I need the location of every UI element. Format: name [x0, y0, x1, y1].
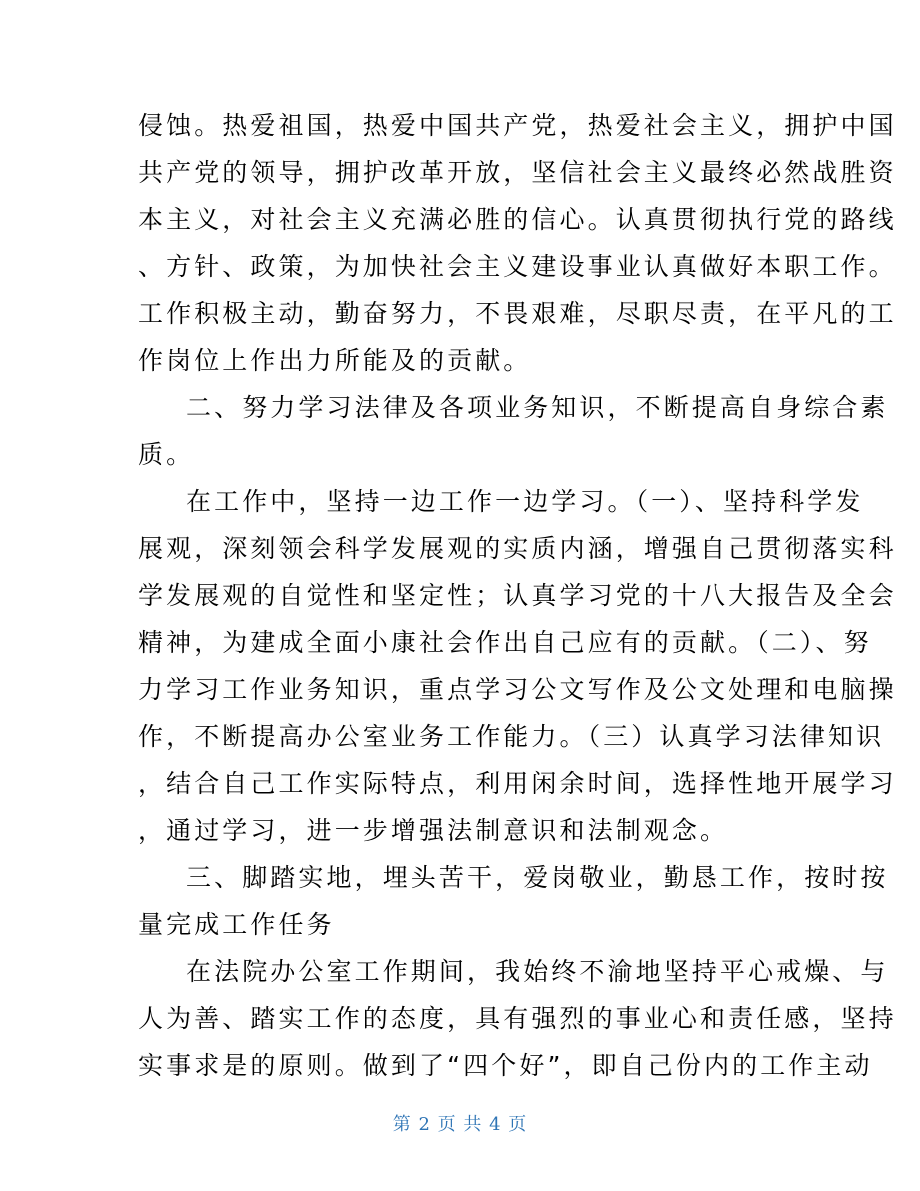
text-line-13: 力学习工作业务知识，重点学习公文写作及公文处理和电脑操	[138, 675, 897, 704]
text-line-11: 学发展观的自觉性和坚定性；认真学习党的十八大报告及全会	[138, 581, 897, 610]
text-line-21: 实事求是的原则。做到了“四个好”，即自己份内的工作主动	[138, 1051, 873, 1080]
text-line-16: ，通过学习，进一步增强法制意识和法制观念。	[138, 816, 729, 845]
text-line-15: ，结合自己工作实际特点，利用闲余时间，选择性地开展学习	[138, 769, 897, 798]
text-line-4: 、方针、政策，为加快社会主义建设事业认真做好本职工作。	[138, 252, 897, 281]
text-line-12: 精神，为建成全面小康社会作出自己应有的贡献。（二）、努	[138, 628, 872, 657]
text-line-5: 工作积极主动，勤奋努力，不畏艰难，尽职尽责，在平凡的工	[138, 299, 897, 328]
paragraph-start-court: 在法院办公室工作期间，我始终不渝地坚持平心戒燥、与	[186, 957, 889, 986]
text-line-20: 人为善、踏实工作的态度，具有强烈的事业心和责任感，坚持	[138, 1004, 897, 1033]
section-heading-2: 二、努力学习法律及各项业务知识，不断提高自身综合素	[186, 393, 889, 422]
text-line-3: 本主义，对社会主义充满必胜的信心。认真贯彻执行党的路线	[138, 205, 897, 234]
paragraph-start-study: 在工作中，坚持一边工作一边学习。（一）、坚持科学发	[186, 487, 864, 516]
page-number-footer: 第 2 页 共 4 页	[392, 1114, 528, 1135]
section-heading-3: 三、脚踏实地，埋头苦干，爱岗敬业，勤恳工作，按时按	[186, 863, 889, 892]
text-line-1: 侵蚀。热爱祖国，热爱中国共产党，热爱社会主义，拥护中国	[138, 111, 897, 140]
text-line-2: 共产党的领导，拥护改革开放，坚信社会主义最终必然战胜资	[138, 158, 897, 187]
text-line-14: 作，不断提高办公室业务工作能力。（三）认真学习法律知识	[138, 722, 885, 751]
text-line-8: 质。	[138, 440, 195, 469]
text-line-18: 量完成工作任务	[138, 910, 335, 939]
text-line-10: 展观，深刻领会科学发展观的实质内涵，增强自己贯彻落实科	[138, 534, 897, 563]
text-line-6: 作岗位上作出力所能及的贡献。	[138, 346, 532, 375]
